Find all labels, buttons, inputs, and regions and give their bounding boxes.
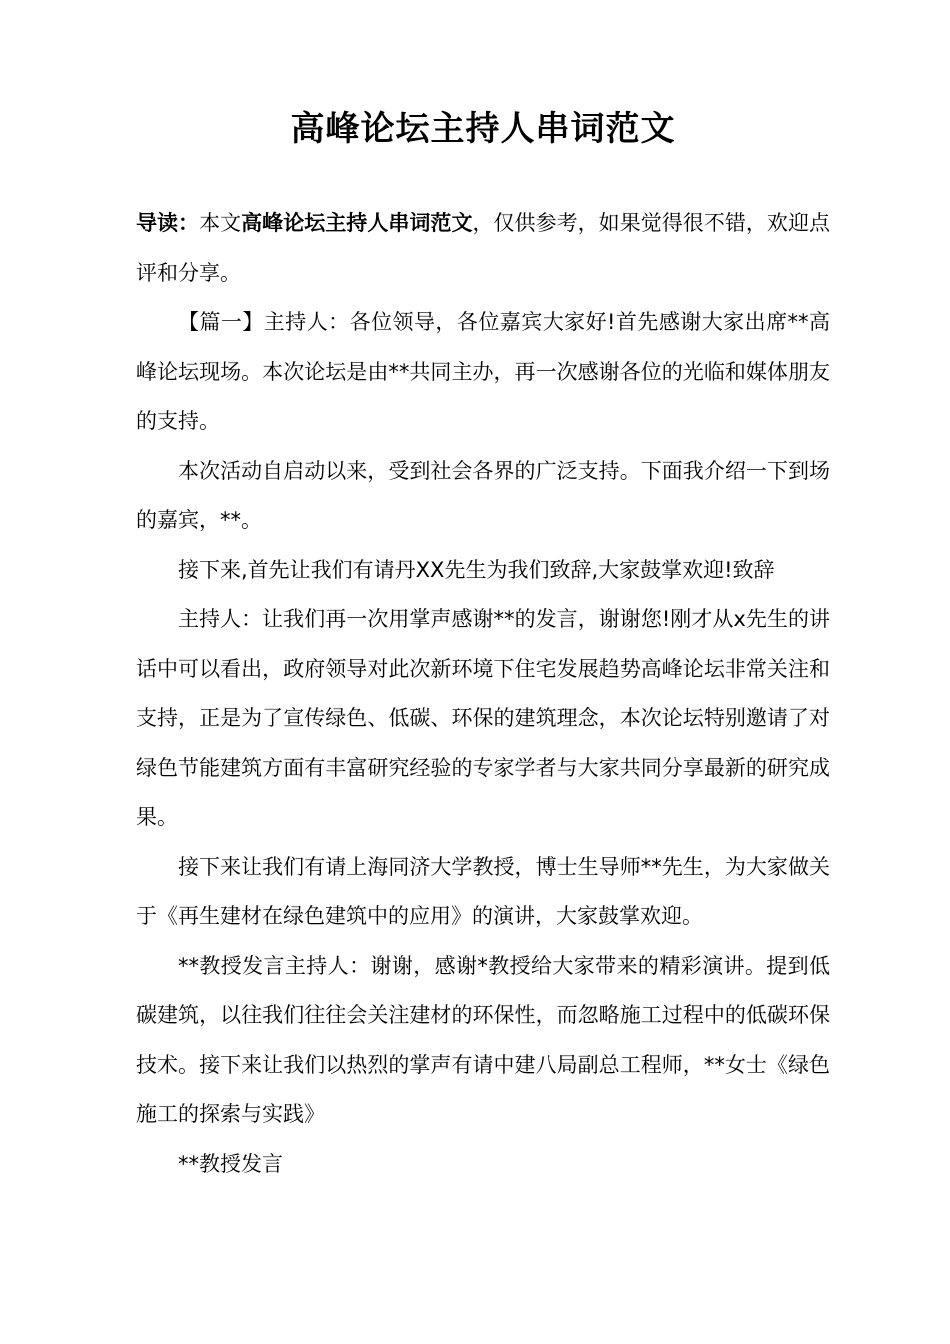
intro-paragraph (136, 199, 830, 298)
paragraph-2: 本次活动自启动以来，受到社会各界的广泛支持。下面我介绍一下到场的嘉宾，**。 (136, 458, 830, 532)
document-title: 高峰论坛主持人串词范文 (290, 109, 676, 149)
paragraph-4: 主持人：让我们再一次用掌声感谢**的发言，谢谢您!刚才从x先生的讲话中可以看出，政府领导对此次新环境下住宅发展趋势高峰论坛非常关注和支持，正是为了宣传绿色、低碳、环保的建筑理念，本次论坛特别邀请了对绿色节能建筑方面有丰富研究经验的专家学者与大家共同分享最新的研究成果。 (136, 607, 830, 829)
intro-bold-title: 高峰论坛主持人串词范文 (241, 211, 473, 235)
document-body (136, 199, 830, 1189)
paragraph-6: **教授发言主持人：谢谢，感谢*教授给大家带来的精彩演讲。提到低碳建筑，以往我们往往会关注建材的环保性，而忽略施工过程中的低碳环保技术。接下来让我们以热烈的掌声有请中建八局副总工程师，**女士《绿色施工的探索与实践》 (136, 953, 830, 1126)
intro-suffix: ，仅供参考，如果觉得很不错，欢迎点评和分享。 (136, 211, 830, 285)
intro-prefix: 本文 (199, 211, 242, 235)
paragraph-1: 【篇一】主持人：各位领导，各位嘉宾大家好!首先感谢大家出席**高峰论坛现场。本次论坛是由**共同主办，再一次感谢各位的光临和媒体朋友的支持。 (136, 310, 830, 433)
intro-label: 导读： (136, 211, 200, 235)
paragraph-7: **教授发言 (178, 1151, 283, 1176)
paragraph-3: 接下来,首先让我们有请丹XX先生为我们致辞,大家鼓掌欢迎!致辞 (178, 557, 775, 582)
paragraph-5: 接下来让我们有请上海同济大学教授，博士生导师**先生，为大家做关于《再生建材在绿色建筑中的应用》的演讲，大家鼓掌欢迎。 (136, 854, 830, 928)
